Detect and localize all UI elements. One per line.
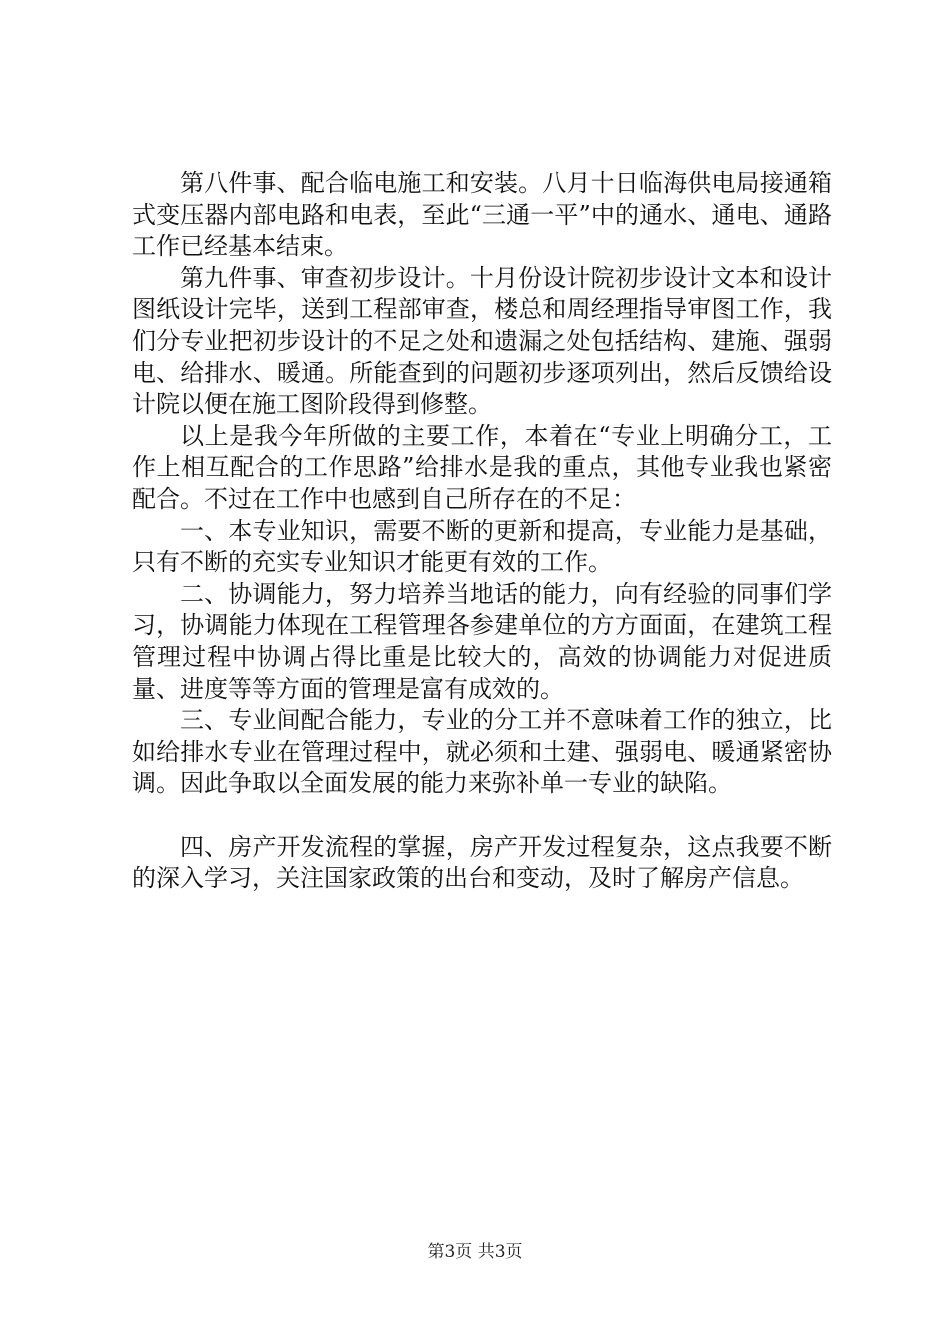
page-footer: 第3页 共3页 [427, 1242, 523, 1262]
paragraph-summary: 以上是我今年所做的主要工作，本着在“专业上明确分工，工作上相互配合的工作思路”给排水是我的重点，其他专业我也紧密配合。不过在工作中也感到自己所存在的不足： [132, 421, 832, 513]
paragraph-shortcoming-3: 三、专业间配合能力，专业的分工并不意味着工作的独立，比如给排水专业在管理过程中，就必须和土建、强弱电、暖通紧密协调。因此争取以全面发展的能力来弥补单一专业的缺陷。 [132, 706, 832, 798]
paragraph-shortcoming-1: 一、本专业知识，需要不断的更新和提高，专业能力是基础，只有不断的充实专业知识才能更有效的工作。 [132, 516, 832, 577]
paragraph-shortcoming-4: 四、房产开发流程的掌握，房产开发过程复杂，这点我要不断的深入学习，关注国家政策的出台和变动，及时了解房产信息。 [132, 832, 832, 893]
document-body [132, 168, 832, 895]
paragraph-shortcoming-2: 二、协调能力，努力培养当地话的能力，向有经验的同事们学习，协调能力体现在工程管理各参建单位的方方面面，在建筑工程管理过程中协调占得比重是比较大的，高效的协调能力对促进质量、进度等等方面的管理是富有成效的。 [132, 579, 832, 703]
paragraph-gap [132, 800, 832, 832]
paragraph-item-8: 第八件事、配合临电施工和安装。八月十日临海供电局接通箱式变压器内部电路和电表，至此“三通一平”中的通水、通电、通路工作已经基本结束。 [132, 169, 832, 261]
paragraph-item-9: 第九件事、审查初步设计。十月份设计院初步设计文本和设计图纸设计完毕，送到工程部审查，楼总和周经理指导审图工作，我们分专业把初步设计的不足之处和遗漏之处包括结构、建施、强弱电、给排水、暖通。所能查到的问题初步逐项列出，然后反馈给设计院以便在施工图阶段得到修整。 [132, 263, 832, 419]
